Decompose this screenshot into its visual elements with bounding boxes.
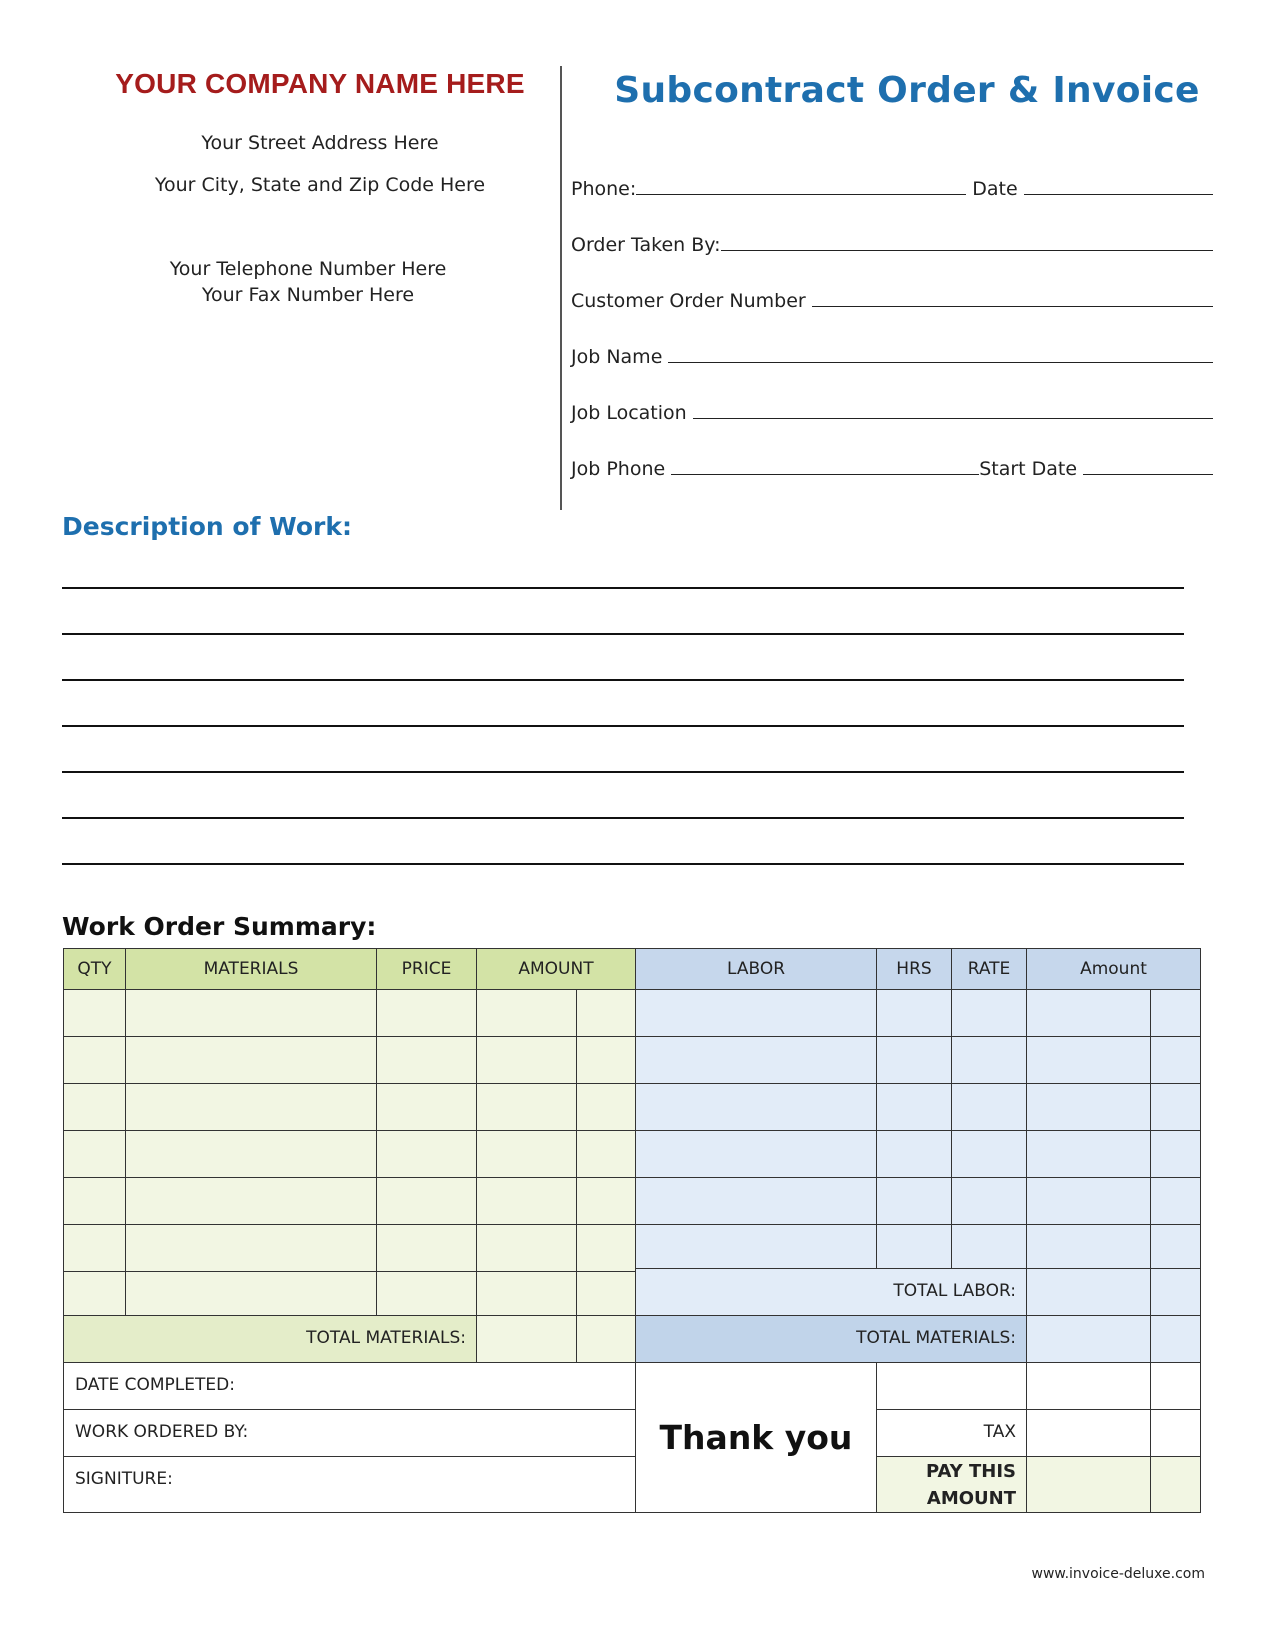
materials-header: MATERIALS — [125, 948, 377, 990]
labor-amount-cents-cell[interactable] — [1150, 1224, 1201, 1272]
phone-field[interactable] — [636, 194, 966, 195]
labor-cell[interactable] — [635, 989, 877, 1037]
company-name: YOUR COMPANY NAME HERE — [115, 68, 525, 99]
amount-dollars-cell[interactable] — [476, 1177, 577, 1225]
tax-cents[interactable] — [1150, 1409, 1201, 1457]
hrs-cell[interactable] — [876, 1177, 952, 1225]
amount-cents-cell[interactable] — [576, 1177, 636, 1225]
total-materials-cents[interactable] — [576, 1315, 636, 1363]
customer-order-number-field[interactable] — [812, 306, 1213, 307]
description-title: Description of Work: — [62, 512, 352, 541]
pay-this-label-line1: PAY THIS — [925, 1460, 1016, 1482]
qty-cell[interactable] — [63, 1036, 126, 1084]
company-street: Your Street Address Here — [201, 132, 439, 154]
qty-header: QTY — [63, 948, 126, 990]
description-line[interactable] — [62, 725, 1184, 727]
qty-cell[interactable] — [63, 1224, 126, 1272]
total-materials-right-cents[interactable] — [1150, 1315, 1201, 1363]
materials-cell[interactable] — [125, 1036, 377, 1084]
subtotal-dollars[interactable] — [1026, 1362, 1151, 1410]
qty-cell[interactable] — [63, 1083, 126, 1131]
labor-amount-cents-cell[interactable] — [1150, 1130, 1201, 1178]
amount-cents-cell[interactable] — [576, 989, 636, 1037]
amount-dollars-cell[interactable] — [476, 1224, 577, 1272]
price-cell[interactable] — [376, 1224, 477, 1272]
amount-dollars-cell[interactable] — [476, 989, 577, 1037]
footer-url[interactable]: www.invoice-deluxe.com — [1031, 1566, 1205, 1582]
price-cell[interactable] — [376, 1271, 477, 1319]
materials-cell[interactable] — [125, 1083, 377, 1131]
total-materials-right-dollars[interactable] — [1026, 1315, 1151, 1363]
header-divider — [560, 66, 562, 510]
hrs-cell[interactable] — [876, 1036, 952, 1084]
rate-cell[interactable] — [951, 1177, 1027, 1225]
company-telephone: Your Telephone Number Here — [169, 258, 447, 280]
customer-order-number-row — [571, 282, 1213, 312]
phone-date-row — [571, 170, 1213, 200]
materials-cell[interactable] — [125, 1224, 377, 1272]
work-ordered-by-field[interactable] — [63, 1409, 636, 1457]
amount-cents-cell[interactable] — [576, 1224, 636, 1272]
rate-cell[interactable] — [951, 1130, 1027, 1178]
materials-cell[interactable] — [125, 989, 377, 1037]
labor-cell[interactable] — [635, 1130, 877, 1178]
amount-dollars-cell[interactable] — [476, 1130, 577, 1178]
document-title: Subcontract Order & Invoice — [614, 70, 1200, 111]
job-name-label: Job Name — [571, 346, 663, 368]
materials-cell[interactable] — [125, 1177, 377, 1225]
job-location-row — [571, 394, 1213, 424]
hrs-cell[interactable] — [876, 989, 952, 1037]
rate-cell[interactable] — [951, 1224, 1027, 1272]
hrs-cell[interactable] — [876, 1224, 952, 1272]
company-fax: Your Fax Number Here — [201, 284, 415, 306]
hrs-cell[interactable] — [876, 1083, 952, 1131]
qty-cell[interactable] — [63, 1177, 126, 1225]
customer-order-number-label: Customer Order Number — [571, 290, 806, 312]
total-labor-dollars[interactable] — [1026, 1268, 1151, 1316]
date-completed-label: DATE COMPLETED: — [75, 1375, 235, 1395]
amount-cents-cell[interactable] — [576, 1271, 636, 1319]
signature-field[interactable] — [63, 1456, 636, 1513]
labor-amount-header: Amount — [1026, 948, 1201, 990]
job-phone-label: Job Phone — [571, 458, 666, 480]
amount-dollars-cell[interactable] — [476, 1036, 577, 1084]
pay-this-amount-dollars[interactable] — [1026, 1456, 1151, 1513]
amount-cents-cell[interactable] — [576, 1036, 636, 1084]
company-city-state-zip: Your City, State and Zip Code Here — [154, 174, 486, 196]
qty-cell[interactable] — [63, 1130, 126, 1178]
total-materials-right-label: TOTAL MATERIALS: — [635, 1315, 1027, 1363]
date-label: Date — [972, 178, 1018, 200]
amount-header: AMOUNT — [476, 948, 636, 990]
job-phone-field[interactable] — [671, 474, 979, 475]
rate-cell[interactable] — [951, 1036, 1027, 1084]
labor-amount-dollars-cell[interactable] — [1026, 1224, 1151, 1272]
price-cell[interactable] — [376, 1036, 477, 1084]
work-ordered-by-label: WORK ORDERED BY: — [75, 1422, 249, 1442]
labor-amount-cents-cell[interactable] — [1150, 1036, 1201, 1084]
pay-this-amount-label — [876, 1456, 1027, 1513]
labor-cell[interactable] — [635, 1177, 877, 1225]
description-line[interactable] — [62, 863, 1184, 865]
labor-amount-dollars-cell[interactable] — [1026, 1083, 1151, 1131]
description-line[interactable] — [62, 817, 1184, 819]
pay-this-label-line2: AMOUNT — [926, 1487, 1016, 1509]
description-line[interactable] — [62, 679, 1184, 681]
total-labor-cents[interactable] — [1150, 1268, 1201, 1316]
description-line[interactable] — [62, 771, 1184, 773]
description-line[interactable] — [62, 587, 1184, 589]
labor-amount-dollars-cell[interactable] — [1026, 1036, 1151, 1084]
subtotal-cents[interactable] — [1150, 1362, 1201, 1410]
date-completed-field[interactable] — [63, 1362, 636, 1410]
job-name-row — [571, 338, 1213, 368]
labor-cell[interactable] — [635, 1036, 877, 1084]
subtotal-label-cell — [876, 1362, 1027, 1410]
work-order-summary-title: Work Order Summary: — [62, 912, 377, 941]
labor-cell[interactable] — [635, 1224, 877, 1272]
labor-amount-dollars-cell[interactable] — [1026, 1130, 1151, 1178]
materials-cell[interactable] — [125, 1130, 377, 1178]
date-field[interactable] — [1024, 194, 1213, 195]
thank-you-message: Thank you — [635, 1362, 877, 1513]
materials-cell[interactable] — [125, 1271, 377, 1319]
job-phone-start-date-row — [571, 450, 1213, 480]
labor-amount-dollars-cell[interactable] — [1026, 989, 1151, 1037]
hrs-cell[interactable] — [876, 1130, 952, 1178]
price-cell[interactable] — [376, 1130, 477, 1178]
tax-dollars[interactable] — [1026, 1409, 1151, 1457]
labor-cell[interactable] — [635, 1083, 877, 1131]
amount-dollars-cell[interactable] — [476, 1083, 577, 1131]
job-location-label: Job Location — [571, 402, 687, 424]
price-header: PRICE — [376, 948, 477, 990]
amount-dollars-cell[interactable] — [476, 1271, 577, 1319]
labor-amount-cents-cell[interactable] — [1150, 1083, 1201, 1131]
amount-cents-cell[interactable] — [576, 1083, 636, 1131]
rate-cell[interactable] — [951, 989, 1027, 1037]
rate-cell[interactable] — [951, 1083, 1027, 1131]
price-cell[interactable] — [376, 989, 477, 1037]
labor-amount-cents-cell[interactable] — [1150, 1177, 1201, 1225]
labor-amount-dollars-cell[interactable] — [1026, 1177, 1151, 1225]
qty-cell[interactable] — [63, 989, 126, 1037]
tax-label: TAX — [876, 1409, 1027, 1457]
phone-label: Phone: — [571, 178, 637, 200]
rate-header: RATE — [951, 948, 1027, 990]
labor-header: LABOR — [635, 948, 877, 990]
total-materials-label: TOTAL MATERIALS: — [63, 1315, 477, 1363]
order-taken-by-field[interactable] — [721, 250, 1213, 251]
job-name-field[interactable] — [668, 362, 1213, 363]
labor-amount-cents-cell[interactable] — [1150, 989, 1201, 1037]
description-line[interactable] — [62, 633, 1184, 635]
price-cell[interactable] — [376, 1083, 477, 1131]
start-date-field[interactable] — [1083, 474, 1213, 475]
pay-this-amount-cents[interactable] — [1150, 1456, 1201, 1513]
qty-cell[interactable] — [63, 1271, 126, 1319]
start-date-label: Start Date — [979, 458, 1078, 480]
total-labor-label: TOTAL LABOR: — [635, 1268, 1027, 1316]
signature-label: SIGNITURE: — [75, 1469, 173, 1489]
order-taken-by-label: Order Taken By: — [571, 234, 721, 256]
total-materials-dollars[interactable] — [476, 1315, 577, 1363]
hrs-header: HRS — [876, 948, 952, 990]
amount-cents-cell[interactable] — [576, 1130, 636, 1178]
price-cell[interactable] — [376, 1177, 477, 1225]
job-location-field[interactable] — [693, 418, 1213, 419]
order-taken-by-row — [571, 226, 1213, 256]
